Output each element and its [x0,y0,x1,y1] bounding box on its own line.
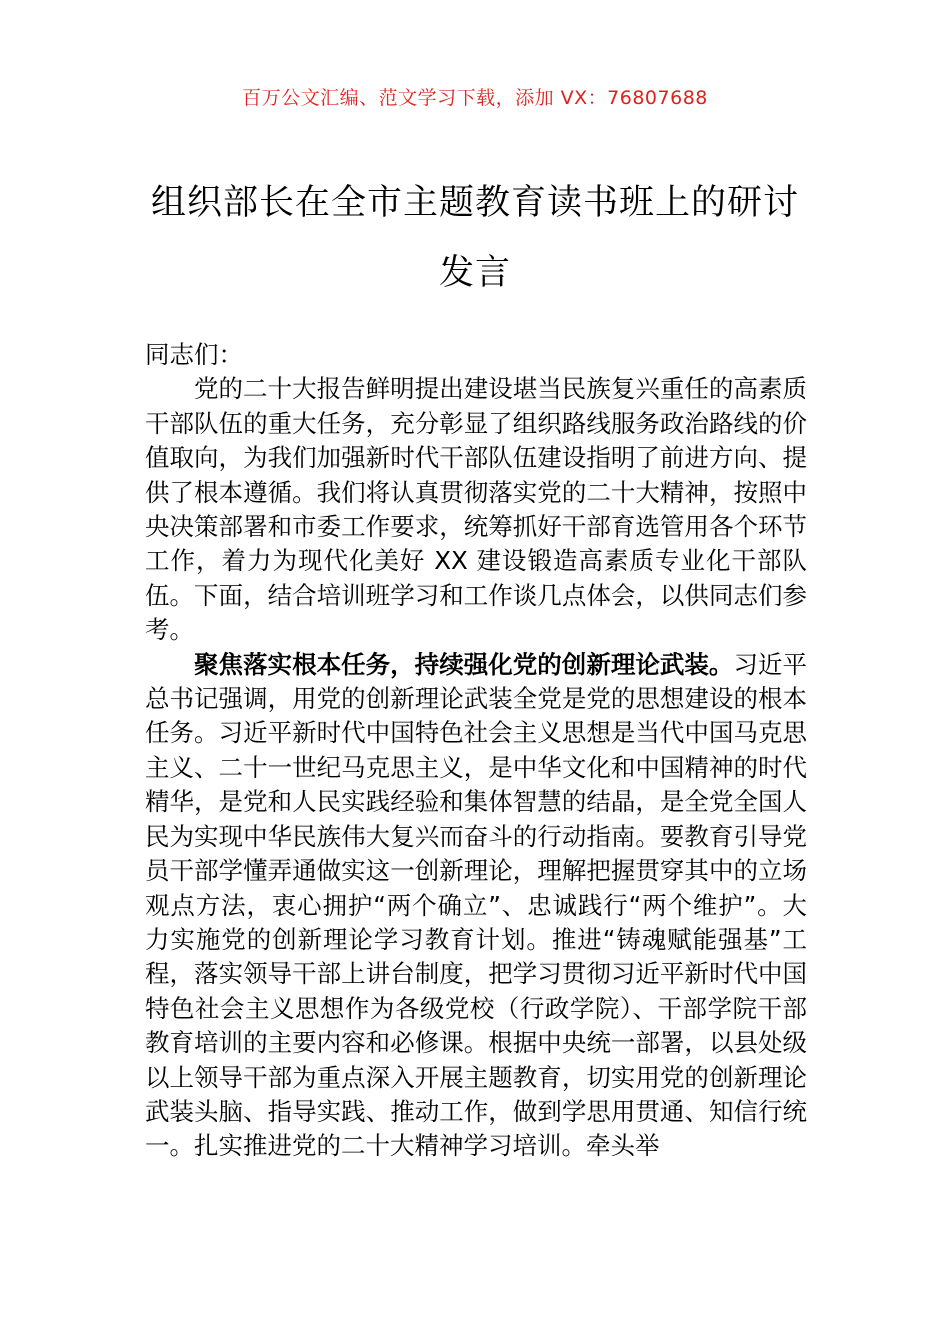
document-body [145,338,807,1164]
header-watermark-note: 百万公文汇编、范文学习下载，添加 VX：76807688 [242,87,708,109]
section-1-paragraph [145,648,807,1164]
document-title: 组织部长在全市主题教育读书班上的研讨发言 [150,183,799,293]
section-1-text: 习近平总书记强调，用党的创新理论武装全党是党的思想建设的根本任务。习近平新时代中国特色社会主义思想是当代中国马克思主义、二十一世纪马克思主义，是中华文化和中国精神的时代精华，是党和人民实践经验和集体智慧的结晶，是全党全国人民为实现中华民族伟大复兴而奋斗的行动指南。要教育引导党员干部学懂弄通做实这一创新理论，理解把握贯穿其中的立场观点方法，衷心拥护“两个确立”、忠诚践行“两个维护”。大力实施党的创新理论学习教育计划。推进“铸魂赋能强基”工程，落实领导干部上讲台制度，把学习贯彻习近平新时代中国特色社会主义思想作为各级党校（行政学院）、干部学院干部教育培训的主要内容和必修课。根据中央统一部署，以县处级以上领导干部为重点深入开展主题教育，切实用党的创新理论武装头脑、指导实践、推动工作，做到学思用贯通、知信行统一。扎实推进党的二十大精神学习培训。牵头举 [145,649,808,1161]
section-1-heading: 聚焦落实根本任务，持续强化党的创新理论武装。 [194,649,734,679]
intro-paragraph: 党的二十大报告鲜明提出建设堪当民族复兴重任的高素质干部队伍的重大任务，充分彰显了组织路线服务政治路线的价值取向，为我们加强新时代干部队伍建设指明了前进方向、提供了根本遵循。我们将认真贯彻落实党的二十大精神，按照中央决策部署和市委工作要求，统筹抓好干部育选管用各个环节工作，着力为现代化美好 XX 建设锻造高素质专业化干部队伍。下面，结合培训班学习和工作谈几点体会，以供同志们参考。 [145,374,807,645]
salutation: 同志们： [145,340,243,369]
